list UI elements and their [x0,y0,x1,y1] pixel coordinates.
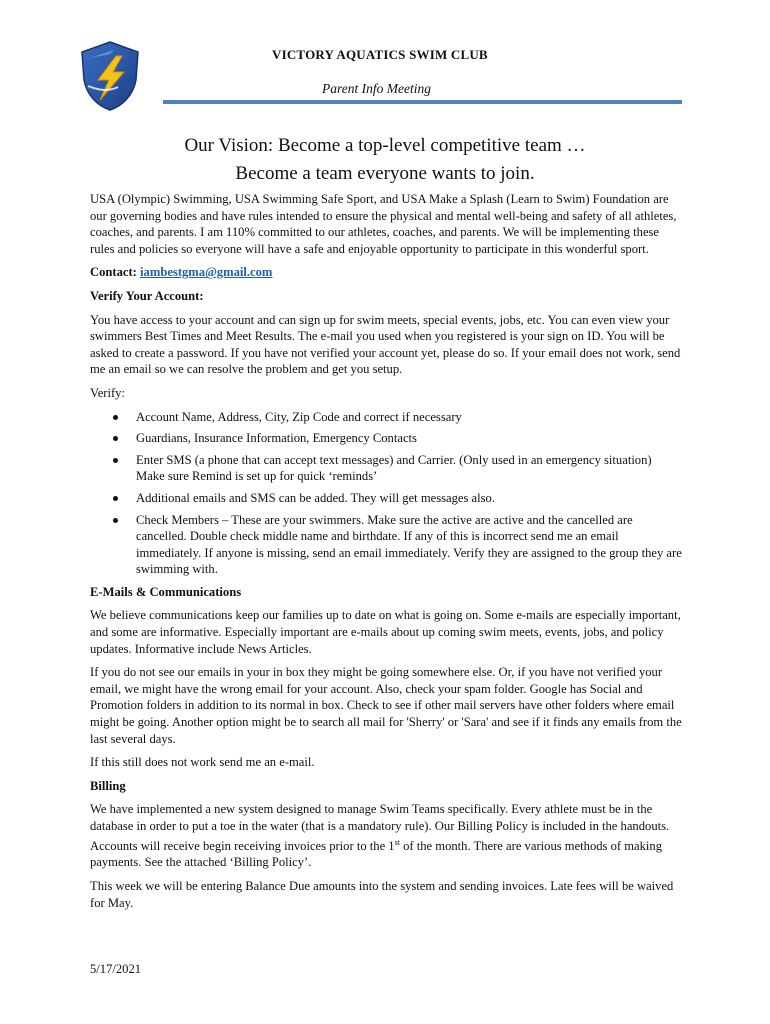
bullet-icon [113,436,118,441]
verify-account-heading: Verify Your Account: [90,288,204,303]
list-item-text: Enter SMS (a phone that can accept text messages) and Carrier. (Only used in an emergency situation) Make sure Remind is set up for quick ‘reminds’ [136,452,652,484]
shield-lightning-logo [78,40,142,112]
bullet-icon [113,415,118,420]
list-item-text: Guardians, Insurance Information, Emergency Contacts [136,431,417,446]
club-name: VICTORY AQUATICS SWIM CLUB [272,47,488,62]
contact-line [90,264,682,281]
contact-label: Contact: [90,265,137,280]
billing-heading: Billing [90,778,126,793]
bullet-icon [113,496,118,501]
vision-line-2: Become a team everyone wants to join. [235,163,535,184]
list-item [90,409,682,426]
header-divider [163,100,682,104]
verify-account-paragraph: You have access to your account and can sign up for swim meets, special events, jobs, etc. You can even view your swimmers Best Times and Meet Results. The e-mail you used when you registered is your sign on ID. You will be asked to create a password. If you have not verified your account yet, please do so. If your email does not work, send me an email so we can resolve the problem and get you setup. [90,312,681,377]
billing-text-b: of the month. There are various methods of making payments. See the attached ‘Billing Policy’. [90,838,663,870]
intro-paragraph: USA (Olympic) Swimming, USA Swimming Safe Sport, and USA Make a Splash (Learn to Swim) Foundation are our governing bodies and have rules intended to ensure the physical and mental well-being and safety of all athletes, coaches, and parents. I am 110% committed to our athletes, coaches, and parents. We will be implementing these rules and policies so everyone will have a safe and enjoyable opportunity to participate in this wonderful sport. [90,192,677,256]
list-item-text: Additional emails and SMS can be added. They will get messages also. [136,490,495,505]
list-item [90,512,682,578]
emails-paragraph-1: We believe communications keep our families up to date on what is going on. Some e-mails are especially important, and some are informative. Especially important are e-mails about up coming swim meets, events, jobs, and policy updates. Informative include News Articles. [90,608,681,656]
list-item [90,452,682,485]
billing-ordinal-suffix: st [394,837,400,847]
verify-label: Verify: [90,385,125,400]
verify-list [90,409,682,578]
bullet-icon [113,458,118,463]
footer-date: 5/17/2021 [90,962,142,976]
vision-line-1: Our Vision: Become a top-level competitive team … [184,135,586,156]
list-item [90,490,682,507]
emails-paragraph-2: If you do not see our emails in your in box they might be going somewhere else. Or, if you have not verified your email, we might have the wrong email for your account. Also, check your spam folder. Google has Social and Promotion folders in addition to its normal in box. Check to see if other mail servers have other folders where email might be going. Another option might be to search all mail for 'Sherry' or 'Sara' and see if it finds any emails from the last several days. [90,665,682,746]
billing-text-a: We have implemented a new system designed to manage Swim Teams specifically. Every athlete must be in the database in order to put a toe in the water (that is a mandatory rule). Our Billing Policy is included in the handouts. Accounts will receive begin receiving invoices prior to the 1 [90,802,670,853]
list-item [90,430,682,447]
vision-heading [90,132,680,188]
document-body [90,191,682,918]
emails-paragraph-3: If this still does not work send me an e-mail. [90,755,315,770]
bullet-icon [113,518,118,523]
billing-paragraph-1 [90,801,682,871]
list-item-text: Account Name, Address, City, Zip Code and correct if necessary [136,409,462,424]
billing-paragraph-2: This week we will be entering Balance Due amounts into the system and sending invoices. Late fees will be waived for May. [90,878,674,910]
list-item-text: Check Members – These are your swimmers. Make sure the active are active and the cancelled are cancelled. Double check middle name and birthdate. If any of this is incorrect send me an email immediately. If anyone is missing, send an email immediately. Verify they are assigned to the group they are swimming with. [136,512,682,577]
contact-email-link[interactable]: iambestgma@gmail.com [140,265,273,280]
emails-heading: E-Mails & Communications [90,584,242,599]
meeting-subtitle: Parent Info Meeting [322,81,431,96]
